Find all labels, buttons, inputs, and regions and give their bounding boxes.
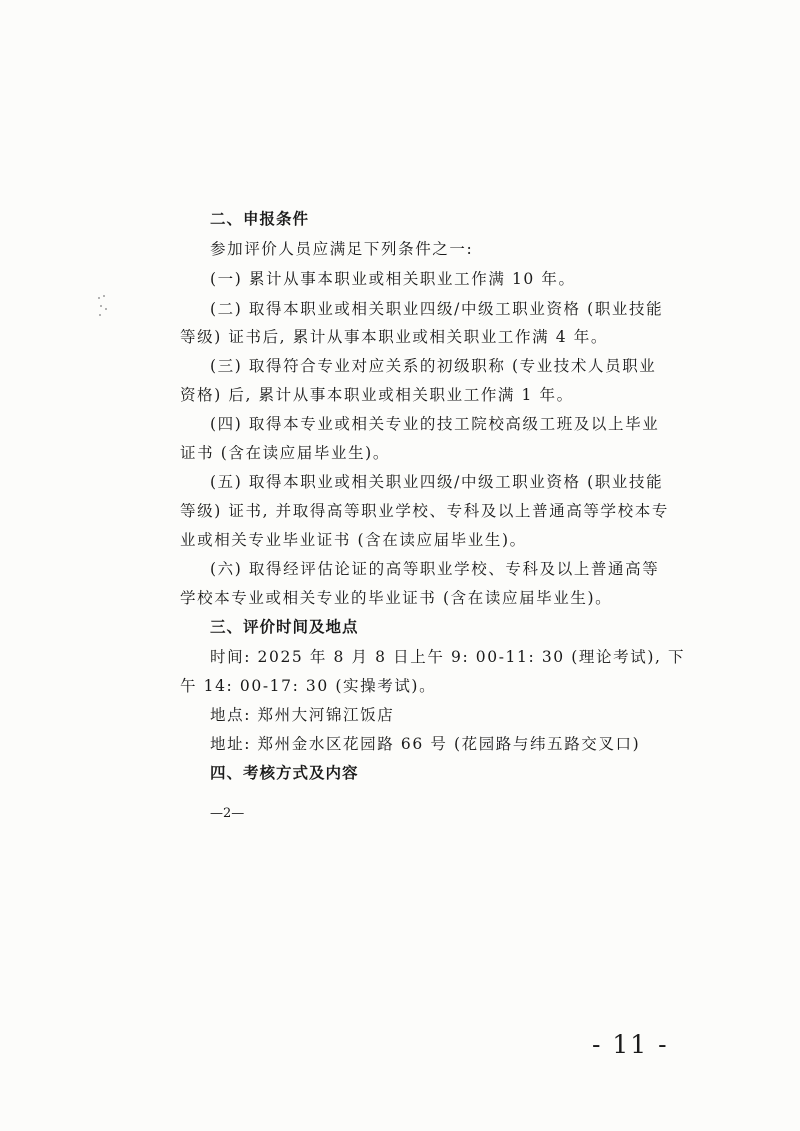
conditions-intro: 参加评价人员应满足下列条件之一: bbox=[210, 240, 474, 258]
exam-time-line: 时间: 2025 年 8 月 8 日上午 9: 00-11: 30 (理论考试), 下 bbox=[210, 648, 686, 666]
condition-line: 等级) 证书后, 累计从事本职业或相关职业工作满 4 年。 bbox=[180, 328, 608, 346]
section-heading-application-conditions: 二、申报条件 bbox=[210, 210, 310, 228]
condition-line: 等级) 证书, 并取得高等职业学校、专科及以上普通高等学校本专 bbox=[180, 502, 669, 520]
condition-line: (一) 累计从事本职业或相关职业工作满 10 年。 bbox=[210, 270, 576, 288]
condition-line: (六) 取得经评估论证的高等职业学校、专科及以上普通高等 bbox=[210, 560, 660, 578]
exam-address: 地址: 郑州金水区花园路 66 号 (花园路与纬五路交叉口) bbox=[210, 735, 641, 753]
condition-line: (二) 取得本职业或相关职业四级/中级工职业资格 (职业技能 bbox=[210, 300, 664, 318]
exam-venue: 地点: 郑州大河锦江饭店 bbox=[210, 706, 395, 724]
condition-line: 业或相关专业毕业证书 (含在读应届毕业生)。 bbox=[180, 531, 527, 549]
condition-line: 资格) 后, 累计从事本职业或相关职业工作满 1 年。 bbox=[180, 386, 574, 404]
page-number: - 11 - bbox=[592, 1030, 669, 1059]
inner-page-marker: —2— bbox=[210, 806, 245, 821]
condition-line: 证书 (含在读应届毕业生)。 bbox=[180, 444, 390, 462]
exam-time-line-continued: 午 14: 00-17: 30 (实操考试)。 bbox=[180, 677, 437, 695]
condition-line: 学校本专业或相关专业的毕业证书 (含在读应届毕业生)。 bbox=[180, 589, 613, 607]
section-heading-time-and-place: 三、评价时间及地点 bbox=[210, 618, 359, 636]
scan-speck bbox=[96, 294, 108, 318]
condition-line: (三) 取得符合专业对应关系的初级职称 (专业技术人员职业 bbox=[210, 357, 657, 375]
condition-line: (四) 取得本专业或相关专业的技工院校高级工班及以上毕业 bbox=[210, 415, 660, 433]
section-heading-assessment-method: 四、考核方式及内容 bbox=[210, 764, 359, 782]
condition-line: (五) 取得本职业或相关职业四级/中级工职业资格 (职业技能 bbox=[210, 473, 664, 491]
